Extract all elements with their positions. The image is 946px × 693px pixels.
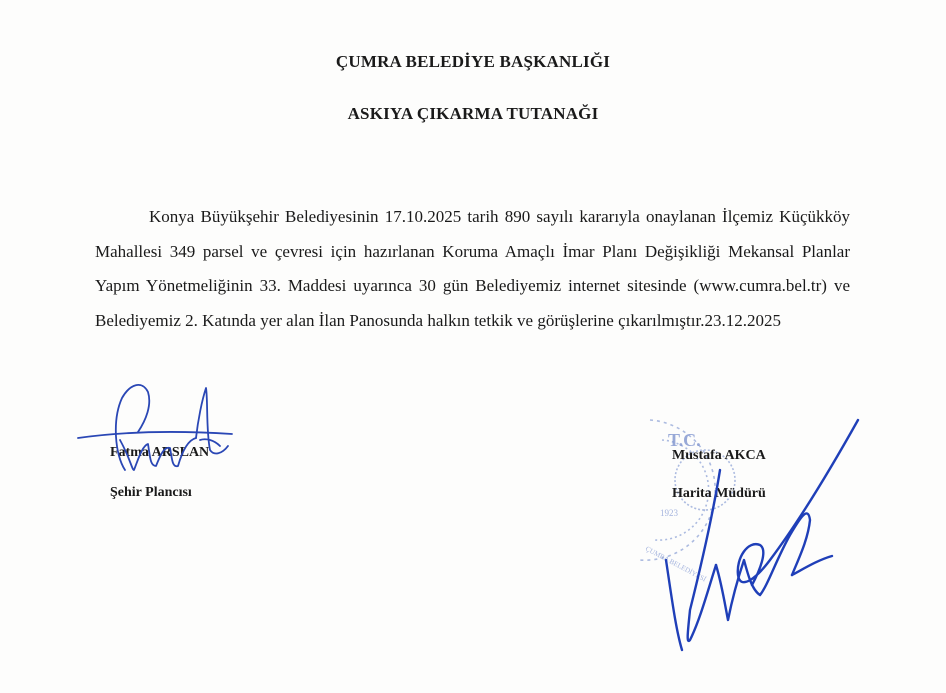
announcement-paragraph: Konya Büyükşehir Belediyesinin 17.10.2025 tarih 890 sayılı kararıyla onaylanan İlçemiz Küçükköy Mahallesi 349 parsel ve çevresi için hazırlanan Koruma Amaçlı İmar Planı Değişikliği Mekansal Planlar Yapım Yönetmeliğinin 33. Maddesi uyarınca 30 gün Belediyemiz internet sitesinde (www.cumra.bel.tr) ve Belediyemiz 2. Katında yer alan İlan Panosunda halkın tetkik ve görüşlerine çıkarılmıştır.23.12.2025 [95,207,850,330]
left-signatory-title: Şehir Plancısı [110,485,192,500]
svg-text:ÇUMRA BELEDİYESİ: ÇUMRA BELEDİYESİ [644,544,708,584]
svg-text:1923: 1923 [660,508,678,518]
institution-heading: ÇUMRA BELEDİYE BAŞKANLIĞI [335,52,611,71]
svg-text:T.C.: T.C. [668,430,701,450]
left-signatory-name: Fatma ARSLAN [110,445,210,460]
right-signatory-name: Mustafa AKCA [672,448,766,463]
document-title: ASKIYA ÇIKARMA TUTANAĞI [347,104,599,123]
right-signatory-title: Harita Müdürü [672,486,766,501]
announcement-body [95,200,850,338]
